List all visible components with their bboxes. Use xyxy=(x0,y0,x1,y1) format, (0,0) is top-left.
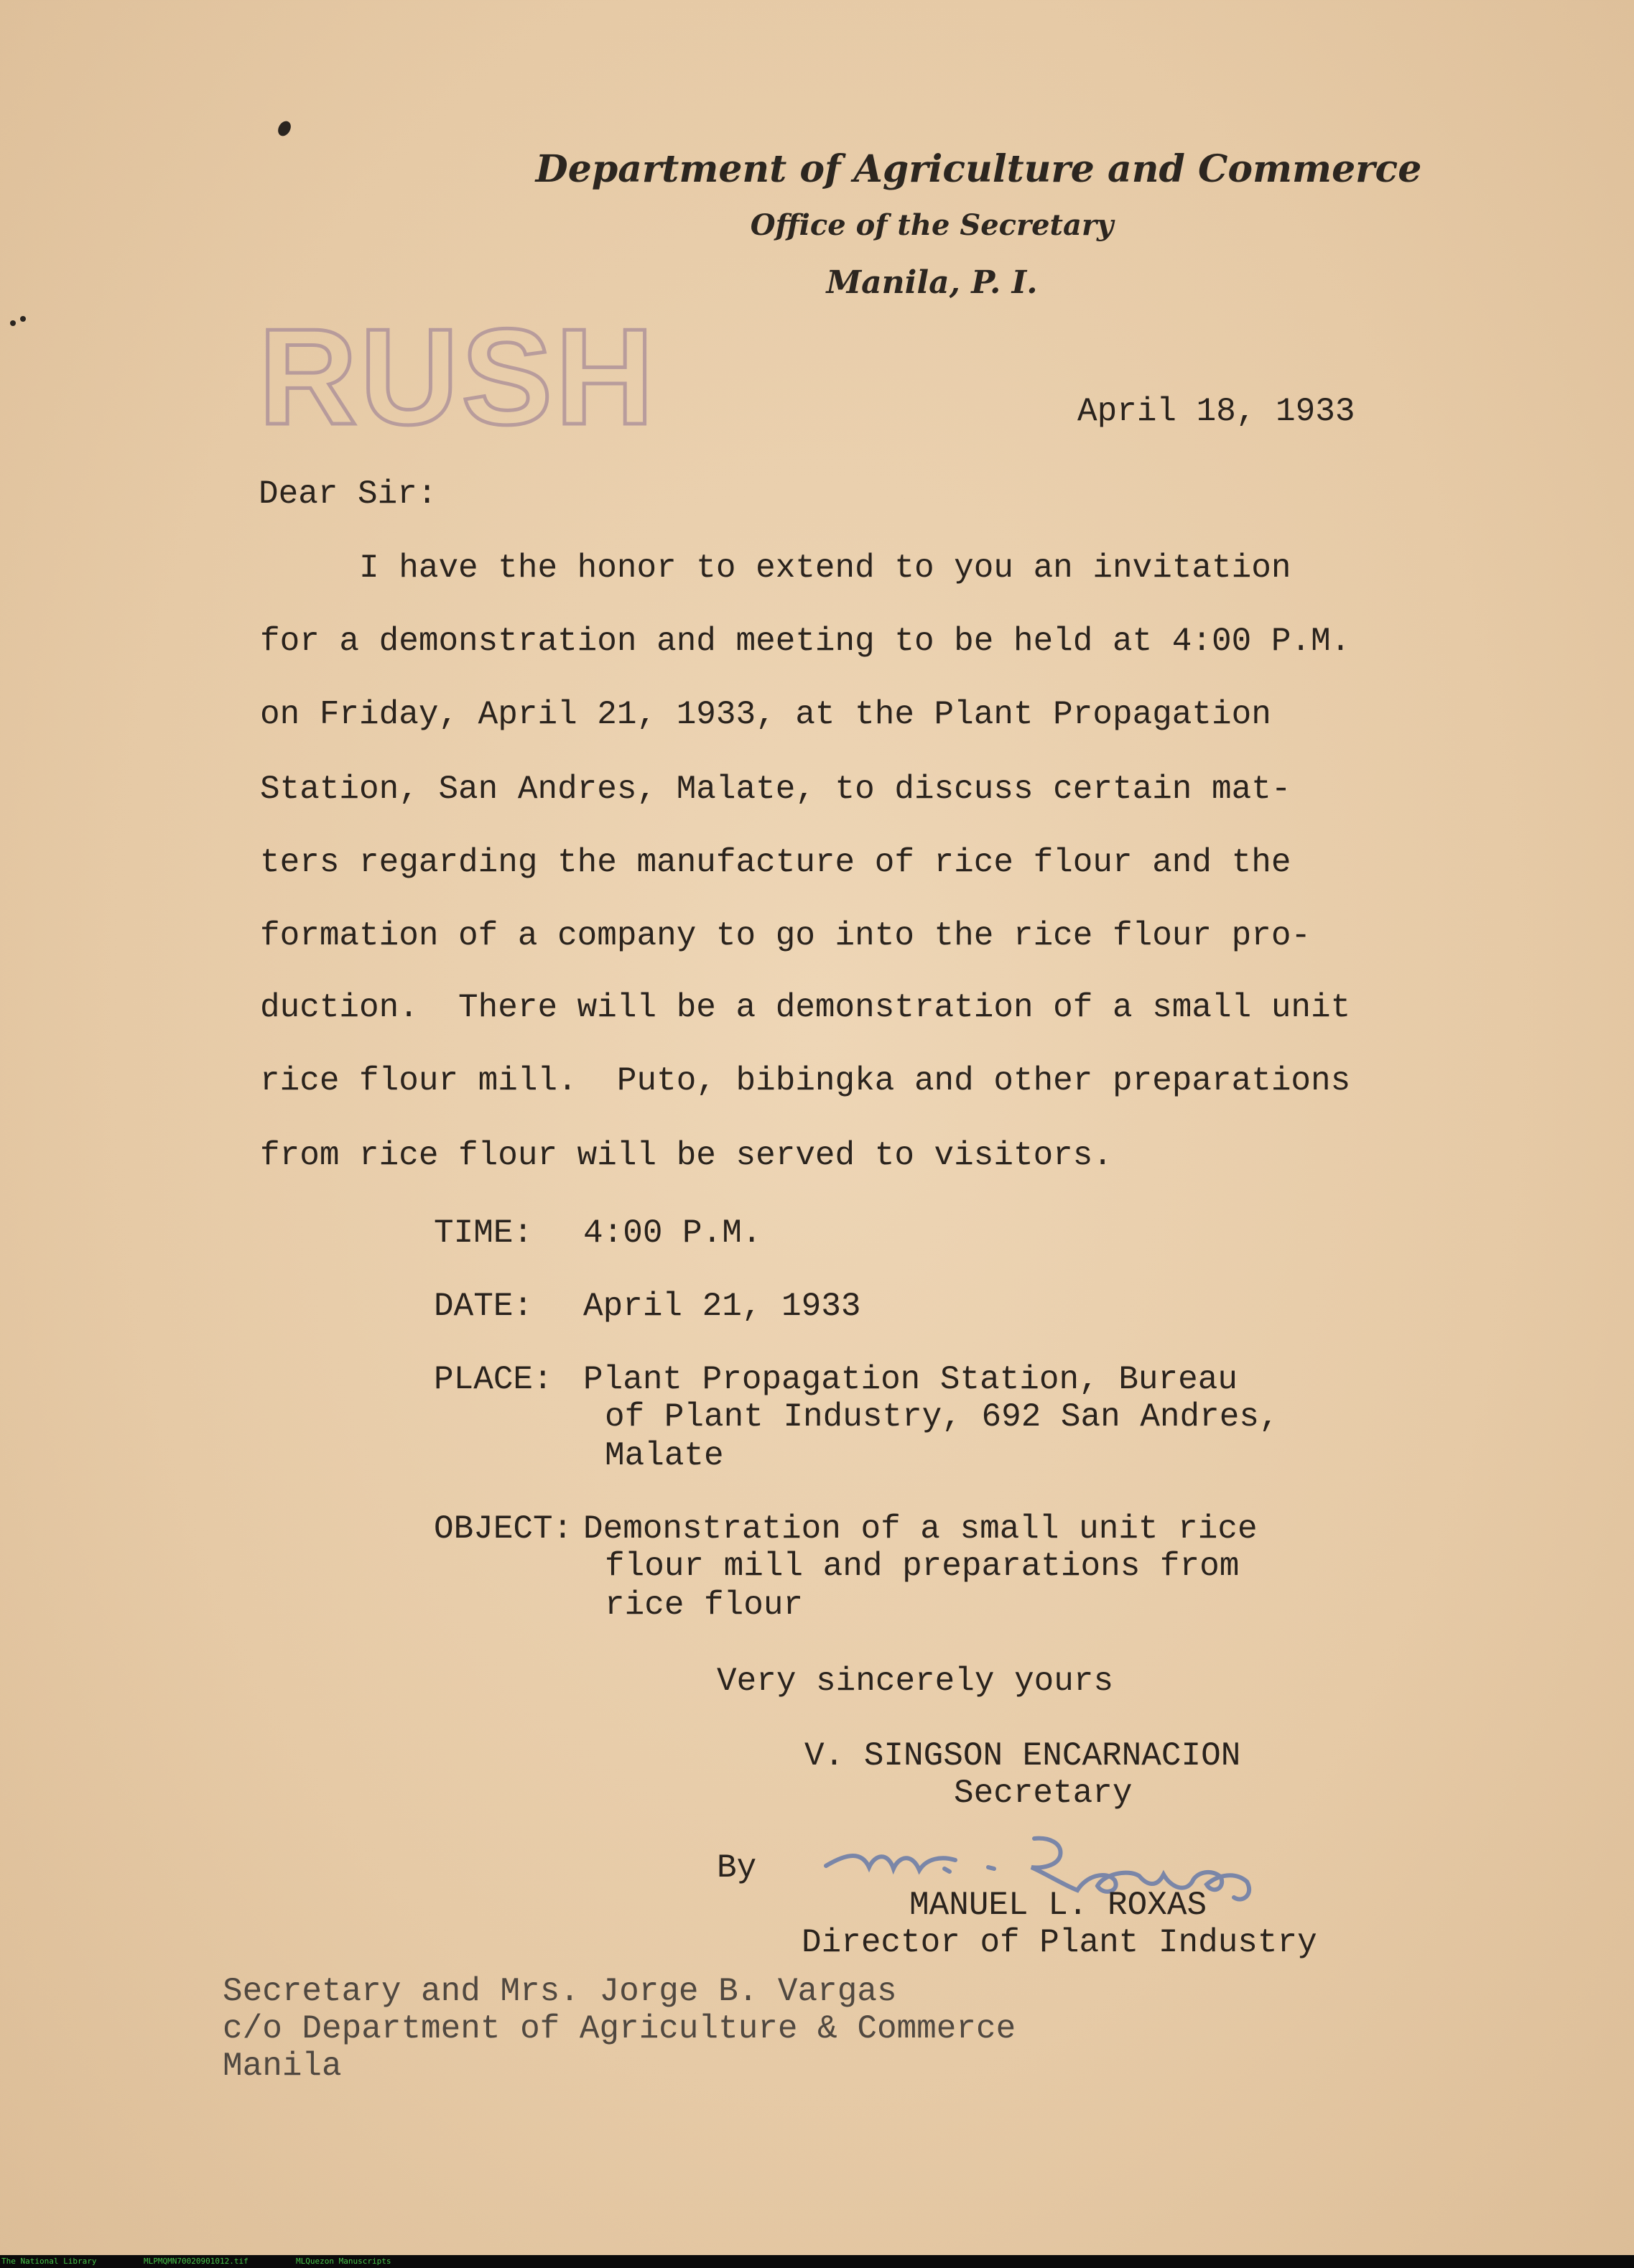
salutation: Dear Sir: xyxy=(259,475,437,513)
footer-collection: MLQuezon Manuscripts xyxy=(296,2257,391,2266)
ink-speck xyxy=(276,118,294,138)
rush-stamp: RUSH xyxy=(259,301,657,453)
addressee-line: Secretary and Mrs. Jorge B. Vargas xyxy=(223,1973,897,2010)
place-line: Plant Propagation Station, Bureau xyxy=(583,1361,1238,1398)
body-line: ters regarding the manufacture of rice flour and the xyxy=(260,844,1291,881)
letterhead-city: Manila, P. I. xyxy=(826,264,1038,301)
agent-title: Director of Plant Industry xyxy=(802,1924,1317,1961)
addressee-line: c/o Department of Agriculture & Commerce xyxy=(223,2010,1016,2048)
body-line: I have the honor to extend to you an invitation xyxy=(260,549,1291,587)
place-line: of Plant Industry, 692 San Andres, xyxy=(605,1398,1279,1436)
signatory-name: V. SINGSON ENCARNACION xyxy=(804,1737,1241,1775)
ink-speck xyxy=(20,316,26,322)
agent-name: MANUEL L. ROXAS xyxy=(909,1887,1207,1924)
object-line: rice flour xyxy=(605,1586,804,1624)
body-line: formation of a company to go into the rice flour pro- xyxy=(260,917,1312,954)
object-line: Demonstration of a small unit rice xyxy=(583,1510,1258,1548)
footer-file-id: MLPMQMN70020901012.tif xyxy=(144,2257,249,2266)
date-label: DATE: xyxy=(434,1288,534,1325)
time-value: 4:00 P.M. xyxy=(583,1214,762,1252)
place-line: Malate xyxy=(605,1437,724,1474)
letter-date: April 18, 1933 xyxy=(1077,393,1355,430)
footer-library: The National Library xyxy=(1,2257,97,2266)
body-line: rice flour mill. Puto, bibingka and other preparations xyxy=(260,1062,1351,1100)
object-label: OBJECT: xyxy=(434,1510,573,1548)
place-label: PLACE: xyxy=(434,1361,553,1398)
body-line: duction. There will be a demonstration of a small unit xyxy=(260,989,1351,1026)
addressee-line: Manila xyxy=(223,2048,342,2085)
object-line: flour mill and preparations from xyxy=(605,1548,1240,1585)
date-value: April 21, 1933 xyxy=(583,1288,861,1325)
body-line: for a demonstration and meeting to be held at 4:00 P.M. xyxy=(260,623,1351,660)
body-line: Station, San Andres, Malate, to discuss certain mat- xyxy=(260,771,1291,808)
letterhead-office: Office of the Secretary xyxy=(750,208,1114,242)
time-label: TIME: xyxy=(434,1214,534,1252)
by-label: By xyxy=(717,1849,757,1887)
closing: Very sincerely yours xyxy=(717,1663,1114,1700)
body-line: from rice flour will be served to visitors. xyxy=(260,1137,1113,1174)
body-line: on Friday, April 21, 1933, at the Plant Propagation xyxy=(260,696,1271,733)
signatory-title: Secretary xyxy=(954,1775,1133,1812)
letterhead-department: Department of Agriculture and Commerce xyxy=(535,147,1422,191)
ink-speck xyxy=(10,320,16,326)
